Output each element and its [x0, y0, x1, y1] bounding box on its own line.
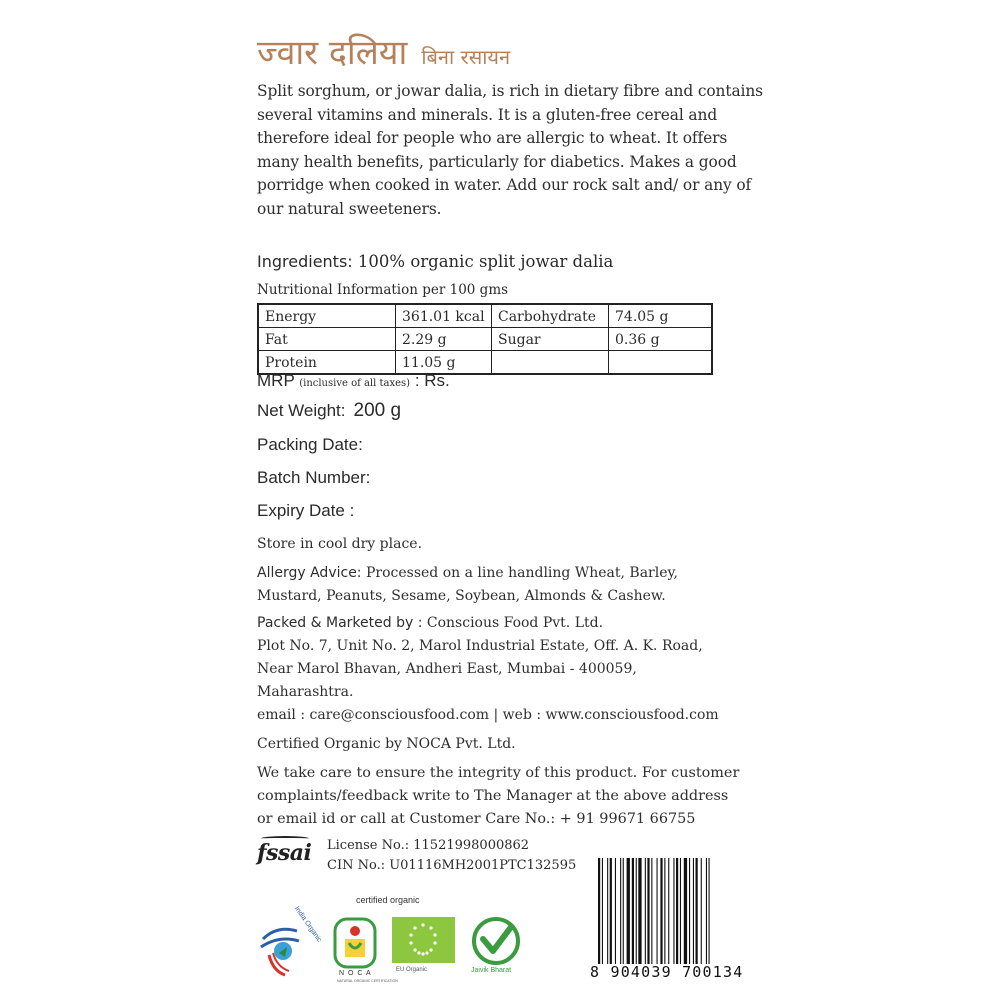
net-weight-field [257, 400, 401, 422]
noca-logo [333, 917, 398, 987]
barcode-bar [598, 858, 600, 964]
barcode-bar [615, 858, 616, 964]
storage-note: Store in cool dry place. [257, 536, 423, 552]
table-cell: 0.36 g [609, 328, 713, 351]
table-cell: Fat [258, 328, 396, 351]
jaivik-check-icon [469, 917, 523, 965]
barcode-icon [596, 858, 744, 964]
packed-label: Packed & Marketed by : [257, 615, 423, 631]
barcode-bar [693, 858, 694, 964]
product-subtitle-hindi: बिना रसायन [421, 45, 511, 69]
barcode-bar [632, 858, 634, 964]
barcode-bar [684, 858, 687, 964]
table-cell: Energy [258, 304, 396, 328]
packed-company: Conscious Food Pvt. Ltd. [422, 615, 604, 631]
barcode-bar [602, 858, 603, 964]
barcode-bar [696, 858, 698, 964]
barcode-bar [668, 858, 669, 964]
jaivik-caption: Jaivik Bharat [471, 967, 512, 974]
noca-caption: N O C A [339, 970, 372, 977]
barcode-bar [709, 858, 710, 964]
barcode-bar [664, 858, 665, 964]
barcode-number: 8 904039 700134 [590, 963, 744, 981]
label-content [257, 28, 763, 827]
barcode-bar [620, 858, 621, 964]
table-cell: 361.01 kcal [396, 304, 492, 328]
allergy-label: Allergy Advice: [257, 565, 362, 581]
mrp-suffix: : Rs. [414, 371, 450, 390]
barcode-bar [627, 858, 630, 964]
batch-number-field: Batch Number: [257, 468, 371, 487]
cin-number: CIN No.: U01116MH2001PTC132595 [327, 858, 577, 873]
fssai-block [257, 836, 587, 880]
certified-organic-label: certified organic [356, 895, 420, 905]
barcode-bar [673, 858, 674, 964]
barcode-bar [636, 858, 637, 964]
table-cell: Carbohydrate [492, 304, 609, 328]
barcode-bar [623, 858, 624, 964]
ingredients-label: Ingredients: [257, 252, 353, 271]
mrp-field [257, 371, 450, 391]
table-cell: 74.05 g [609, 304, 713, 328]
license-number: License No.: 11521998000862 [327, 838, 530, 853]
certified-line: Certified Organic by NOCA Pvt. Ltd. [257, 736, 516, 752]
india-organic-logo [257, 905, 323, 977]
care-note: We take care to ensure the integrity of this product. For customer complaints/feedback write to The Manager at the above address or email id or call at Customer Care No.: + 91 99671 66755 [257, 765, 740, 827]
product-title-hindi: ज्वार दलिया [257, 33, 408, 73]
eu-leaf-icon [392, 917, 455, 963]
product-description: Split sorghum, or jowar dalia, is rich in dietary fibre and contains several vitamins and minerals. It is a gluten-free cereal and therefore ideal for people who are allergic to wheat. It offers many health benefits, particularly for diabetics. Makes a good porridge when cooked in water. Add our rock salt and/ or any of our natural sweeteners. [257, 82, 763, 218]
india-organic-caption: India Organic [293, 905, 323, 944]
table-cell: Sugar [492, 328, 609, 351]
license-info [327, 836, 576, 876]
contact-line: email : care@consciousfood.com | web : www.consciousfood.com [257, 707, 719, 723]
barcode-bar [647, 858, 649, 964]
table-cell: Protein [258, 351, 396, 375]
eu-organic-logo [392, 917, 456, 977]
nutrition-heading: Nutritional Information per 100 gms [257, 282, 509, 298]
mrp-note: (inclusive of all taxes) [299, 378, 411, 389]
table-cell: 2.29 g [396, 328, 492, 351]
ingredients-line [257, 252, 613, 271]
barcode-bar [610, 858, 612, 964]
barcode-bar [645, 858, 646, 964]
mrp-label: MRP [257, 371, 295, 390]
table-cell: 11.05 g [396, 351, 492, 375]
nutrition-table [257, 303, 713, 375]
barcode-bar [676, 858, 678, 964]
barcode-bar [651, 858, 652, 964]
table-cell [609, 351, 713, 375]
barcode-bar [660, 858, 662, 964]
packing-date-field: Packing Date: [257, 435, 363, 454]
barcode-bar [689, 858, 690, 964]
expiry-date-field: Expiry Date : [257, 501, 355, 520]
table-row [258, 304, 712, 328]
barcode-bar [706, 858, 707, 964]
ingredients-value: 100% organic split jowar dalia [352, 252, 614, 271]
eu-organic-caption: EU Organic [396, 967, 428, 973]
noca-icon [333, 917, 377, 969]
product-title [257, 28, 737, 78]
net-weight-value: 200 g [353, 400, 402, 421]
packed-by [257, 612, 707, 704]
table-cell [492, 351, 609, 375]
net-weight-label: Net Weight: [257, 401, 346, 420]
allergy-advice [257, 562, 697, 608]
table-row [258, 328, 712, 351]
allergy-text: Processed on a line handling Wheat, Barley, Mustard, Peanuts, Sesame, Soybean, Almonds & Cashew. [257, 565, 678, 604]
barcode-bar [701, 858, 702, 964]
fssai-logo: fssai [257, 840, 312, 866]
barcode-bar [657, 858, 658, 964]
noca-subcaption: NATURAL ORGANIC CERTIFICATION [337, 979, 398, 983]
jaivik-bharat-logo [469, 917, 529, 979]
packed-address: Plot No. 7, Unit No. 2, Marol Industrial Estate, Off. A. K. Road, Near Marol Bhavan, Andheri East, Mumbai - 400059, Maharashtra. [257, 638, 703, 700]
barcode-bar [607, 858, 608, 964]
barcode-bar [680, 858, 681, 964]
barcode-bar [638, 858, 641, 964]
